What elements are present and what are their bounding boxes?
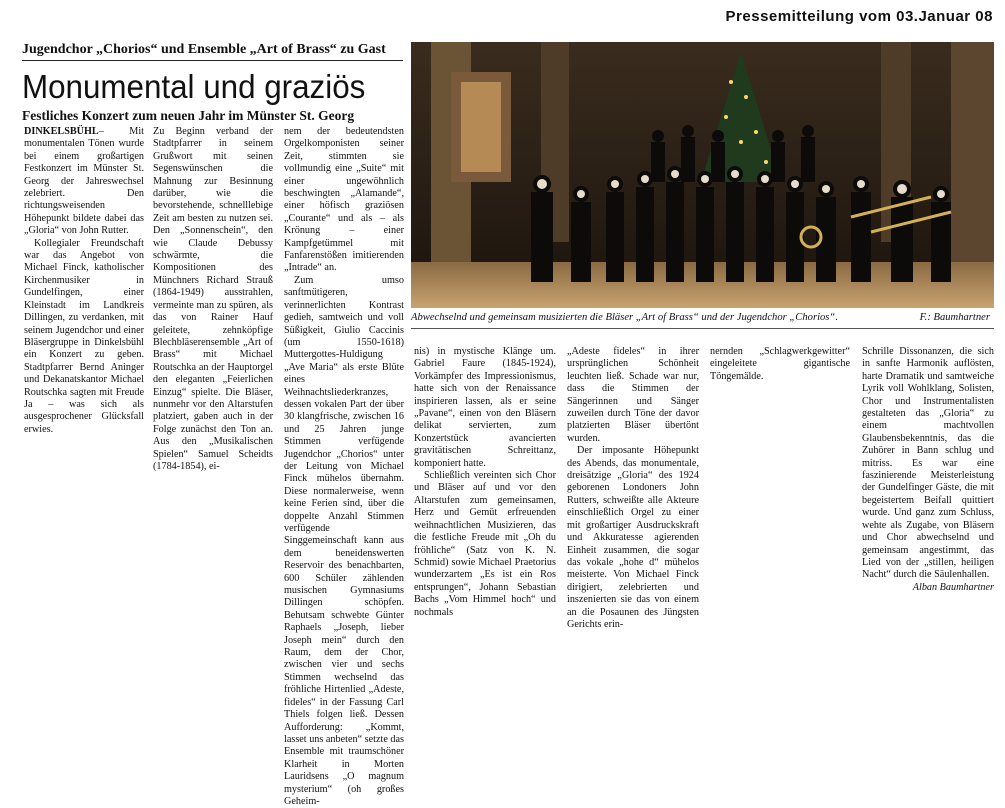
concert-photo-illustration bbox=[411, 42, 994, 308]
divider bbox=[411, 328, 994, 329]
paragraph: Zu Beginn verband der Stadtpfarrer in seinem Grußwort mit seinen Segenswünschen die Mahnung zur Besinnung darüber, wie die bevorstehende, schnelllebige Zeit am besten zu nutzen sei. Den „Sonnenschein“, den wie Claude Debussy schwärmte, die Kompositionen des Münchners Richard Strauß (1864-1949) ausstrahlen, vermeinte man zu spüren, als das von Rainer Hauf geleitete, zehnköpfige Blechbläserensemble „Art of Brass“ mit Michael Routschka an der Hauptorgel den eleganten „Feierlichen Einzug“ spielte. Die Bläser, nunmehr vor den Altarstufen platziert, gaben auch in der Folge zunächst den Ton an. Aus den „Musikalischen Spielen“ Samuel Scheidts (1784-1854), ei- bbox=[153, 126, 273, 472]
photo-caption bbox=[411, 312, 994, 323]
caption-text: Abwechselnd und gemeinsam musizierten die Bläser „Art of Brass“ und der Jugendchor „Chorios“. bbox=[411, 312, 838, 323]
lead-paragraph: DINKELSBÜHL– Mit monumentalen Tönen wurde bei einem großartigen Festkonzert im Münster St. Georg der Jahreswechsel zelebriert. Den richtungsweisenden Höhepunkt bildete dabei das „Gloria“ von John Rutter. bbox=[24, 126, 144, 237]
paragraph: Kollegialer Freundschaft war das Angebot von Michael Finck, katholischer Kirchenmusiker in Gundelfingen, einer Kleinstadt im Landkreis Dillingen, zu verdanken, mit seinem Jugendchor und einer Bläsergruppe in Dinkelsbühl ein Konzert zu geben. Stadtpfarrer Bernd Aninger und Dekanatskantor Michael Routschka sagten mit Freude Ja – was sich als ausgesprochener Glücksfall erwies. bbox=[24, 237, 144, 435]
newspaper-clipping bbox=[22, 42, 994, 807]
article-headline: Monumental und graziös bbox=[22, 68, 366, 105]
paragraph: nem der bedeutendsten Orgelkomponisten seiner Zeit, stimmten sie vollmundig eine „Suite“ mit einer ungewöhnlich beschwingten „Alamande“, einer höfisch graziösen „Courante“ und als – als Krönung – einer Kampfgetümmel mit Fanfarenstößen imitierenden „Intrade“ an. bbox=[284, 126, 404, 274]
author-byline: Alban Baumhartner bbox=[912, 581, 994, 593]
photo-credit: F.: Baumhartner bbox=[919, 312, 990, 323]
text-column-5 bbox=[567, 346, 699, 631]
press-release-header: Pressemitteilung vom 03.Januar 08 bbox=[725, 8, 993, 25]
concert-photo bbox=[411, 42, 994, 308]
text-column-4 bbox=[414, 346, 556, 619]
text-column-1 bbox=[24, 126, 144, 436]
text-column-7 bbox=[862, 346, 994, 594]
paragraph: Zum umso sanftmütigeren, verinnerlichten Kontrast gedieh, samtweich und voll Süßigkeit, Giulio Caccinis (um 1550-1618) Muttergottes-Huldigung „Ave Maria“ als erste Blüte eines Weihnachtsliederkranzes, dessen vokalen Part der über 30 klangfrische, zwischen 16 und 25 Jahren junge Stimmen verfügende Jugendchor „Chorios“ unter der Leitung von Michael Finck mühelos übernahm. Diese normalerweise, wenn keine Ferien sind, über die doppelte Anzahl Stimmen verfügende Singgemeinschaft kann aus dem beneidenswerten Reservoir des benachbarten, 600 Schüler zählenden musischen Gymnasiums Dillingen schöpfen. Behutsam schwebte Günter Raphaels „Joseph, lieber Joseph mein“ durch den Raum, dem der Chor, zwischen vier und sechs Stimmen wechselnd das fröhliche Hirtenlied „Adeste, fideles“ in der Fassung Carl Thiels folgen ließ. Dessen Aufforderung: „Kommt, lasset uns anbeten“ setzte das Ensemble mit traumschöner Klarheit in Morten Lauridsens „O magnum mysterium“ (oh großes Geheim- bbox=[284, 274, 404, 807]
dateline: DINKELSBÜHL bbox=[24, 126, 99, 137]
text-column-6 bbox=[710, 346, 850, 383]
paragraph: Der imposante Höhepunkt des Abends, das monumentale, dreisätzige „Gloria“ des 1924 geborenen Londoners John Rutters, schweißte alle Akteure einschließlich Orgel zu einer mit großartiger Ausdruckskraft und Akkuratesse agierenden Einheit zusammen, die sogar das vokale „hohe d“ mühelos meisterte. Von Michael Finck dirigiert, zelebrierten und inszenierten sie das von einem an die Posaunen des Jüngsten Gerichts erin- bbox=[567, 445, 699, 630]
article-subhead: Festliches Konzert zum neuen Jahr im Münster St. Georg bbox=[22, 108, 355, 123]
paragraph: nernden „Schlagwerkgewitter“ eingeleitete gigantische Töngemälde. bbox=[710, 346, 850, 382]
article-kicker: Jugendchor „Chorios“ und Ensemble „Art of Brass“ zu Gast bbox=[22, 42, 403, 61]
text-column-3 bbox=[284, 126, 404, 808]
paragraph: Schließlich vereinten sich Chor und Bläser auf und vor den Altarstufen zum gemeinsamen, Herz und Gemüt erfreuenden weihnachtlichen Musizieren, das die festliche Freude mit „Oh du fröhliche“ (Satz von K. N. Schmid) sowie Michael Praetorius wunderzartem „Es ist ein Ros entsprungen“, Johann Sebastian Bachs „Vom Himmel hoch“ und nochmals bbox=[414, 470, 556, 618]
paragraph: nis) in mystische Klänge um. Gabriel Faure (1845-1924), Vorkämpfer des Impressionismus, hatte sich von der Renaissance inspirieren lassen, als er seine „Pavane“, einen von den Bläsern delikat servierten, zum Konzertstück avancierten gravitätischen Schreittanz, komponiert hatte. bbox=[414, 346, 556, 469]
paragraph: „Adeste fideles“ in ihrer ursprünglichen Schönheit leuchten ließ. Schade war nur, dass die Stimmen der Sängerinnen und Sänger zuweilen durch Töne der davor platzierten Bläser übertönt wurden. bbox=[567, 346, 699, 444]
paragraph: Schrille Dissonanzen, die sich in sanfte Harmonik auflösten, harte Dramatik und samtweiche Lyrik voll Wohlklang, Solisten, Chor und Instrumentalisten gestalteten das „Gloria“ zu einem machtvollen Glaubensbekenntnis, das die Zuhörer in Bann schlug und mitriss. Es war eine faszinierende Meisterleistung der Gundelfinger Gäste, die mit begeistertem Beifall quittiert wurde. Und ganz zum Schluss, wehte als Zugabe, von Bläsern und Chor abwechselnd und gemeinsam angestimmt, das Lied von der „stillen, heiligen Nacht“ durch die Säulenhallen. bbox=[862, 346, 994, 581]
